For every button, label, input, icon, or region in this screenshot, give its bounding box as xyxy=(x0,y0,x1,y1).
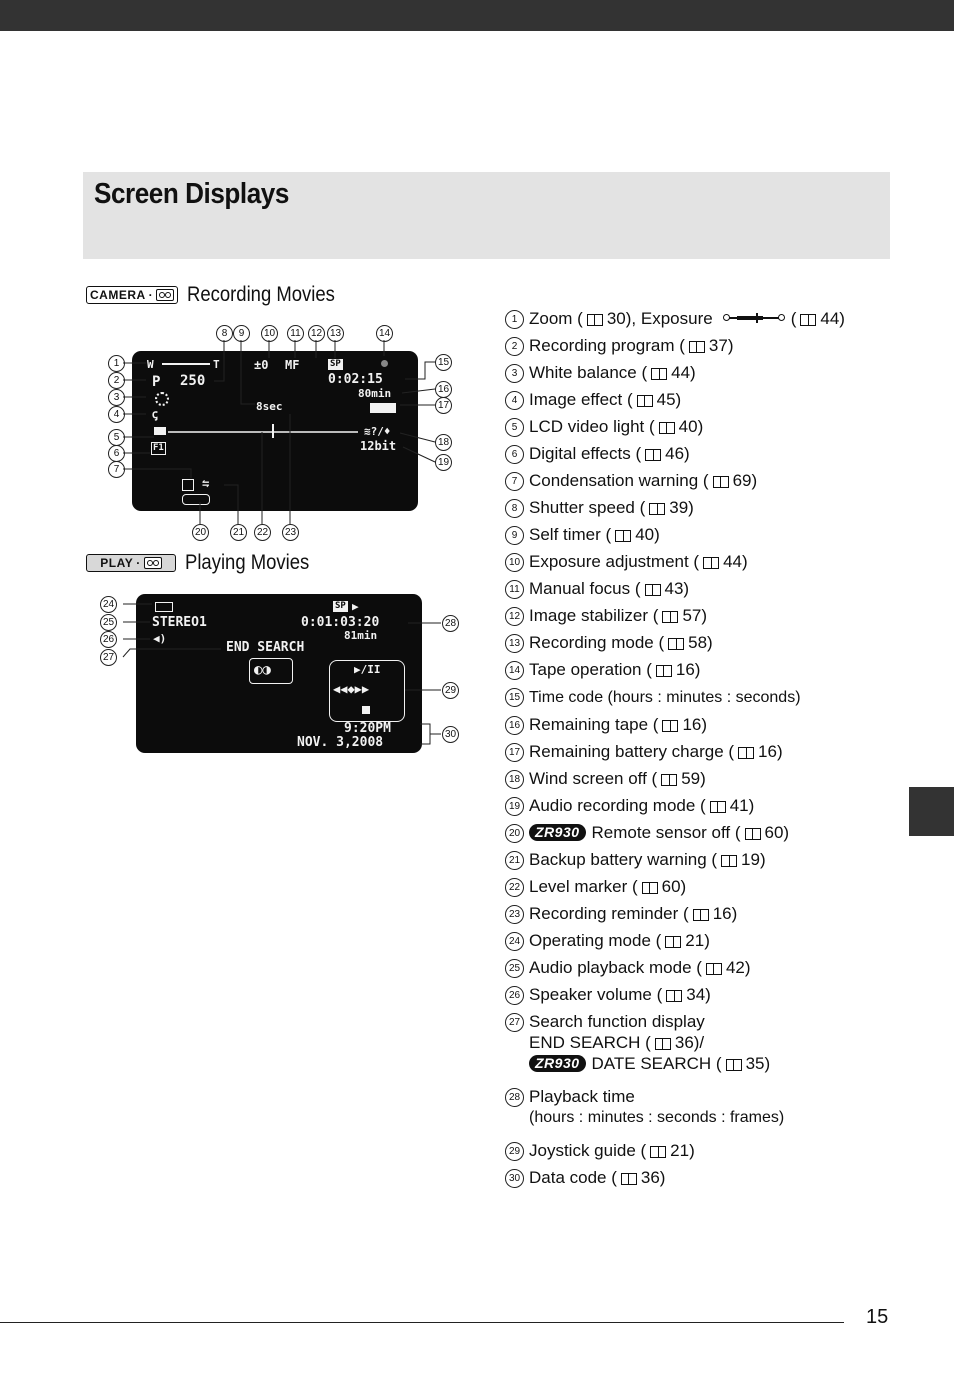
legend-ref: 16) xyxy=(682,715,708,734)
callout-number: 17 xyxy=(435,397,452,414)
page-ref-icon xyxy=(745,828,761,839)
callout-number: 29 xyxy=(442,682,459,699)
page-ref-icon xyxy=(693,909,709,920)
legend-number: 3 xyxy=(505,364,524,383)
legend-text: Self timer ( xyxy=(529,525,612,544)
legend-ref: 46) xyxy=(665,444,690,463)
legend-ref: 57) xyxy=(682,606,708,625)
legend-item xyxy=(505,335,905,356)
legend-text: Time code (hours : minutes : seconds) xyxy=(529,689,801,706)
date-label: NOV. 3,2008 xyxy=(297,735,384,750)
legend-item xyxy=(505,416,905,437)
page-ref-icon xyxy=(738,747,754,758)
page-ref-icon xyxy=(726,1059,742,1070)
legend-text: Tape operation ( xyxy=(529,660,652,679)
legend-number: 17 xyxy=(505,743,524,762)
legend-ref: 16) xyxy=(675,660,701,679)
legend-ref: 59) xyxy=(681,769,706,788)
legend-number: 9 xyxy=(505,526,524,545)
legend-item xyxy=(505,1140,905,1161)
legend-list xyxy=(505,308,905,1194)
legend-number: 2 xyxy=(505,337,524,356)
page-ref-icon xyxy=(703,557,719,568)
callout-number: 27 xyxy=(100,649,117,666)
legend-item xyxy=(505,849,905,870)
legend-number: 29 xyxy=(505,1142,524,1161)
legend-text: Recording reminder ( xyxy=(529,904,689,923)
legend-item xyxy=(505,497,905,518)
model-badge: ZR930 xyxy=(529,824,586,841)
audio-mode-label: 12bit xyxy=(360,439,397,453)
legend-text: Zoom ( xyxy=(529,309,583,328)
callout-number: 11 xyxy=(287,325,304,342)
legend-number: 13 xyxy=(505,634,524,653)
legend-text: Remote sensor off ( xyxy=(591,823,741,842)
legend-number: 27 xyxy=(505,1013,524,1032)
legend-number: 24 xyxy=(505,932,524,951)
page-ref-icon xyxy=(662,611,678,622)
legend-item xyxy=(505,822,905,843)
callout-number: 12 xyxy=(308,325,325,342)
legend-item xyxy=(505,741,905,762)
legend-text: Operating mode ( xyxy=(529,931,662,950)
legend-text: Exposure adjustment ( xyxy=(529,552,700,571)
page-ref-icon xyxy=(621,1173,637,1184)
callout-number: 1 xyxy=(108,355,125,372)
page-ref-icon xyxy=(661,774,677,785)
legend-item xyxy=(505,768,905,789)
legend-ref: 69) xyxy=(732,471,758,490)
legend-ref: 35) xyxy=(745,1054,771,1073)
focus-label: MF xyxy=(285,358,300,372)
footer-rule xyxy=(0,1322,844,1323)
callout-number: 30 xyxy=(442,726,459,743)
legend-number: 20 xyxy=(505,824,524,843)
legend-number: 4 xyxy=(505,391,524,410)
legend-item xyxy=(505,659,905,680)
legend-number: 18 xyxy=(505,770,524,789)
callout-number: 6 xyxy=(108,445,125,462)
legend-ref: 21) xyxy=(685,931,710,950)
page-ref-icon xyxy=(710,801,726,812)
legend-item xyxy=(505,876,905,897)
legend-number: 1 xyxy=(505,310,524,329)
joystick-arrows: ◀◀◆▶▶ xyxy=(333,682,370,696)
legend-item xyxy=(505,714,905,735)
play-indicator-icon: ▶ xyxy=(352,600,359,613)
legend-text: Wind screen off ( xyxy=(529,769,658,788)
zoom-w-label: W xyxy=(147,358,154,371)
callout-number: 19 xyxy=(435,454,452,471)
wind-screen-icon: ≋?/♦ xyxy=(364,425,391,438)
program-label: P xyxy=(152,374,161,390)
search-label: END SEARCH xyxy=(226,640,305,655)
page-ref-icon xyxy=(645,584,661,595)
legend-ref: 36) xyxy=(640,1168,666,1187)
legend-text: Audio playback mode ( xyxy=(529,958,702,977)
legend-text: Joystick guide ( xyxy=(529,1141,647,1160)
legend-number: 5 xyxy=(505,418,524,437)
legend-text: Playback time xyxy=(529,1087,635,1106)
legend-number: 10 xyxy=(505,553,524,572)
legend-text: Image stabilizer ( xyxy=(529,606,659,625)
audio-playback-label: STEREO1 xyxy=(152,615,207,630)
callout-number: 2 xyxy=(108,372,125,389)
timecode-label: 0:02:15 xyxy=(328,372,383,387)
legend-ref: 37) xyxy=(708,336,734,355)
legend-item xyxy=(505,605,905,626)
legend-text: Digital effects ( xyxy=(529,444,642,463)
callout-number: 23 xyxy=(282,524,299,541)
legend-item xyxy=(505,1167,905,1188)
callout-number: 7 xyxy=(108,461,125,478)
legend-ref: 40) xyxy=(678,417,704,436)
legend-number: 14 xyxy=(505,661,524,680)
exposure-scale-icon xyxy=(723,313,785,323)
page-number: 15 xyxy=(866,1306,889,1328)
legend-ref: 43) xyxy=(664,579,690,598)
legend-ref: 21) xyxy=(670,1141,695,1160)
legend-text: Remaining tape ( xyxy=(529,715,659,734)
legend-ref: 16) xyxy=(712,904,738,923)
callout-number: 9 xyxy=(233,325,250,342)
callout-number: 4 xyxy=(108,406,125,423)
legend-number: 19 xyxy=(505,797,524,816)
legend-text: Manual focus ( xyxy=(529,579,641,598)
play-mode-badge: PLAY · xyxy=(86,554,176,572)
callout-number: 3 xyxy=(108,389,125,406)
zoom-t-label: T xyxy=(213,358,220,371)
legend-text: DATE SEARCH ( xyxy=(591,1054,722,1073)
page-ref-icon xyxy=(665,936,681,947)
callout-number: 15 xyxy=(435,354,452,371)
shutter-label: 250 xyxy=(180,373,206,389)
callout-number: 20 xyxy=(192,524,209,541)
legend-number: 11 xyxy=(505,580,524,599)
play-pause-label: ▶/II xyxy=(354,663,381,676)
rec-mode-label: SP xyxy=(330,359,341,369)
page-ref-icon xyxy=(656,665,672,676)
callout-number: 28 xyxy=(442,615,459,632)
speaker-volume-icon: ◀) xyxy=(153,632,167,645)
legend-ref: 36)/ xyxy=(674,1033,705,1052)
legend-ref: 58) xyxy=(688,633,713,652)
legend-text: Condensation warning ( xyxy=(529,471,709,490)
exposure-label: ±0 xyxy=(254,358,269,372)
legend-ref: 60) xyxy=(661,877,687,896)
legend-number: 21 xyxy=(505,851,524,870)
legend-ref: 44) xyxy=(723,552,748,571)
callout-number: 22 xyxy=(254,524,271,541)
legend-item xyxy=(505,632,905,653)
page-ref-icon xyxy=(659,422,675,433)
legend-ref: 45) xyxy=(656,390,682,409)
legend-text: Level marker ( xyxy=(529,877,638,896)
legend-ref: 44) xyxy=(671,363,696,382)
page-ref-icon xyxy=(637,395,653,406)
callout-number: 21 xyxy=(230,524,247,541)
legend-ref: 41) xyxy=(729,796,755,815)
playback-time-label: 0:01:03:20 xyxy=(301,615,380,630)
callout-number: 14 xyxy=(376,325,393,342)
page-ref-icon xyxy=(655,1038,671,1049)
play-rec-mode-label: SP xyxy=(335,601,346,611)
legend-text: Search function display xyxy=(529,1012,705,1031)
model-badge: ZR930 xyxy=(529,1055,586,1072)
legend-item xyxy=(505,470,905,491)
legend-item xyxy=(505,686,905,708)
camera-mode-badge: CAMERA · xyxy=(86,286,178,304)
legend-item xyxy=(505,443,905,464)
legend-item xyxy=(505,308,905,329)
legend-text: Speaker volume ( xyxy=(529,985,663,1004)
legend-text: ( xyxy=(790,309,797,328)
callout-number: 24 xyxy=(100,596,117,613)
legend-ref: 42) xyxy=(725,958,751,977)
legend-number: 6 xyxy=(505,445,524,464)
legend-number: 15 xyxy=(505,688,524,707)
legend-text: Data code ( xyxy=(529,1168,617,1187)
legend-number: 28 xyxy=(505,1088,524,1107)
legend-text: Recording program ( xyxy=(529,336,685,355)
page-ref-icon xyxy=(587,314,603,325)
image-effect-icon: ꞔ xyxy=(152,407,158,421)
legend-text: Audio recording mode ( xyxy=(529,796,706,815)
page-ref-icon xyxy=(721,855,737,866)
legend-item xyxy=(505,795,905,816)
callout-number: 26 xyxy=(100,631,117,648)
page-ref-icon xyxy=(800,314,816,325)
page-ref-icon xyxy=(615,530,631,541)
legend-item xyxy=(505,984,905,1005)
play-remaining-label: 81min xyxy=(344,629,378,642)
play-badge-label: PLAY xyxy=(100,556,134,570)
legend-ref: 39) xyxy=(669,498,694,517)
page-ref-icon xyxy=(662,720,678,731)
legend-text: Shutter speed ( xyxy=(529,498,646,517)
legend-text: Recording mode ( xyxy=(529,633,665,652)
legend-subline xyxy=(529,1053,905,1074)
digital-effects-label: F1 xyxy=(153,443,164,453)
page-ref-icon xyxy=(649,503,665,514)
callout-number: 25 xyxy=(100,614,117,631)
playing-title: Playing Movies xyxy=(185,551,310,574)
callout-number: 13 xyxy=(327,325,344,342)
legend-item xyxy=(505,389,905,410)
legend-number: 23 xyxy=(505,905,524,924)
page-ref-icon xyxy=(666,990,682,1001)
legend-item xyxy=(505,1086,905,1128)
legend-subline xyxy=(529,1032,905,1053)
legend-number: 30 xyxy=(505,1169,524,1188)
legend-number: 22 xyxy=(505,878,524,897)
page-ref-icon xyxy=(651,368,667,379)
legend-item xyxy=(505,578,905,599)
legend-ref: 60) xyxy=(764,823,790,842)
page-ref-icon xyxy=(706,963,722,974)
side-tab xyxy=(909,787,954,836)
legend-text: Backup battery warning ( xyxy=(529,850,718,869)
legend-ref: 34) xyxy=(686,985,711,1004)
legend-ref: 30), Exposure xyxy=(606,309,713,328)
legend-text: Image effect ( xyxy=(529,390,633,409)
page-title: Screen Displays xyxy=(94,178,289,210)
legend-number: 12 xyxy=(505,607,524,626)
legend-number: 7 xyxy=(505,472,524,491)
page-ref-icon xyxy=(650,1146,666,1157)
legend-item xyxy=(505,957,905,978)
page-ref-icon xyxy=(642,882,658,893)
legend-text: White balance ( xyxy=(529,363,648,382)
remaining-tape-label: 80min xyxy=(358,387,392,400)
legend-item xyxy=(505,362,905,383)
legend-text: Remaining battery charge ( xyxy=(529,742,735,761)
legend-ref: 16) xyxy=(758,742,783,761)
legend-item xyxy=(505,930,905,951)
callout-number: 18 xyxy=(435,434,452,451)
page-ref-icon xyxy=(645,449,661,460)
legend-number: 25 xyxy=(505,959,524,978)
recording-title: Recording Movies xyxy=(187,283,336,306)
search-glyph: ◐◑ xyxy=(254,662,271,678)
legend-item xyxy=(505,1011,905,1074)
callout-number: 10 xyxy=(261,325,278,342)
legend-number: 26 xyxy=(505,986,524,1005)
legend-ref: 40) xyxy=(635,525,660,544)
legend-item xyxy=(505,903,905,924)
legend-ref: 44) xyxy=(820,309,845,328)
callout-number: 5 xyxy=(108,429,125,446)
legend-item xyxy=(505,524,905,545)
legend-subline xyxy=(529,1107,905,1128)
backup-battery-icon: ⇋ xyxy=(202,476,210,490)
legend-ref: 19) xyxy=(741,850,766,869)
page-ref-icon xyxy=(668,638,684,649)
callout-number: 8 xyxy=(216,325,233,342)
page-ref-icon xyxy=(689,341,705,352)
legend-text: (hours : minutes : seconds : frames) xyxy=(529,1109,785,1126)
legend-number: 8 xyxy=(505,499,524,518)
legend-item xyxy=(505,551,905,572)
legend-number: 16 xyxy=(505,716,524,735)
self-timer-label: 8sec xyxy=(256,400,283,413)
page-ref-icon xyxy=(713,476,729,487)
legend-text: END SEARCH ( xyxy=(529,1033,651,1052)
callout-number: 16 xyxy=(435,381,452,398)
legend-text: LCD video light ( xyxy=(529,417,655,436)
clock-label: 9:20PM xyxy=(344,721,391,736)
camera-badge-label: CAMERA xyxy=(90,288,146,302)
